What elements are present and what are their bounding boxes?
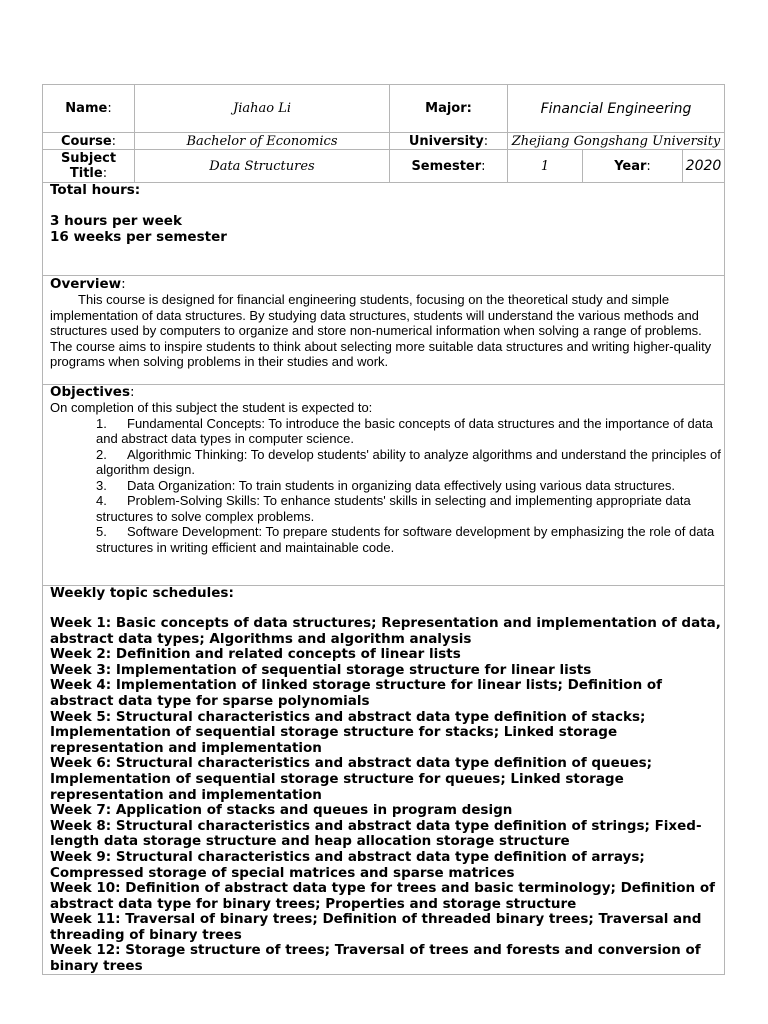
week-item: Week 7: Application of stacks and queues in program design <box>50 802 513 819</box>
objectives-section <box>50 384 724 555</box>
overview-text: This course is designed for financial engineering students, focusing on the theoretical study and simple implementation of data structures. By studying data structures, students will understand the various methods and structures used by computers to organize and store non-numerical information when solving a range of problems. The course aims to inspire students to think about selecting more suitable data structures and writing higher-quality programs when solving problems in their studies and work. <box>50 292 712 369</box>
major-value: Financial Engineering <box>540 100 692 117</box>
subject-title-label: Subject Title: <box>60 151 117 181</box>
week-item: Week 10: Definition of abstract data type for trees and basic terminology; Definition of abstract data type for binary trees; Properties and storage structure <box>50 880 716 912</box>
list-item: 4. Problem-Solving Skills: To enhance students' skills in selecting and implementing appropriate data structures to solve complex problems. <box>96 493 691 524</box>
week-item: Week 3: Implementation of sequential storage structure for linear lists <box>50 661 592 678</box>
name-label: Name : <box>65 101 112 116</box>
list-item: 2. Algorithmic Thinking: To develop students' ability to analyze algorithms and understand the principles of algorithm design. <box>96 446 721 477</box>
course-value: Bachelor of Economics <box>186 133 338 149</box>
total-hours-section <box>50 182 724 245</box>
week-item: Week 6: Structural characteristics and abstract data type definition of queues; Implementation of sequential storage structure for queues; Linked storage representation and implementation <box>50 755 653 803</box>
schedule-title: Weekly topic schedules: <box>50 585 234 601</box>
university-value: Zhejiang Gongshang University <box>511 133 721 149</box>
week-item: Week 12: Storage structure of trees; Traversal of trees and forests and conversion of binary trees <box>50 942 701 975</box>
year-value: 2020 <box>685 158 722 174</box>
objectives-list <box>50 416 724 556</box>
hours-per-week: 3 hours per week <box>50 213 182 229</box>
week-item: Week 2: Definition and related concepts of linear lists <box>50 646 461 663</box>
semester-label: Semester : <box>411 158 486 174</box>
major-label: Major: <box>425 101 472 116</box>
total-hours-title: Total hours: <box>50 182 141 198</box>
week-item: Week 8: Structural characteristics and abstract data type definition of strings; Fixed-length data storage structure and heap allocation storage structure <box>50 817 702 850</box>
objectives-intro: On completion of this subject the student is expected to: <box>50 400 373 415</box>
objectives-title: Objectives: <box>50 384 135 400</box>
week-item: Week 9: Structural characteristics and abstract data type definition of arrays; Compressed storage of special matrices and sparse matrices <box>50 848 645 881</box>
overview-title: Overview: <box>50 276 126 292</box>
year-label: Year : <box>614 158 651 174</box>
name-value: Jiahao Li <box>233 101 291 116</box>
list-item: 1. Fundamental Concepts: To introduce the basic concepts of data structures and the importance of data and abstract data types in computer science. <box>96 415 713 446</box>
week-item: Week 11: Traversal of binary trees; Definition of threaded binary trees; Traversal and threading of binary trees <box>50 911 702 943</box>
overview-section <box>50 276 724 370</box>
weeks-per-semester: 16 weeks per semester <box>50 229 227 245</box>
semester-value: 1 <box>540 158 550 174</box>
university-label: University : <box>408 133 489 149</box>
subject-title-value: Data Structures <box>209 158 315 174</box>
weekly-schedule-section <box>50 585 724 975</box>
course-label: Course : <box>60 133 117 149</box>
week-item: Week 4: Implementation of linked storage structure for linear lists; Definition of abstract data type for sparse polynomials <box>50 677 663 709</box>
week-item: Week 5: Structural characteristics and abstract data type definition of stacks; Implementation of sequential storage structure for stacks; Linked storage representation and implementation <box>50 708 646 756</box>
list-item: 5. Software Development: To prepare students for software development by emphasizing the role of data structures in writing efficient and maintainable code. <box>96 524 715 555</box>
list-item: 3. Data Organization: To train students in organizing data effectively using various data structures. <box>96 477 675 493</box>
week-item: Week 1: Basic concepts of data structures; Representation and implementation of data, abstract data types; Algorithms and algorithm analysis <box>50 615 721 647</box>
